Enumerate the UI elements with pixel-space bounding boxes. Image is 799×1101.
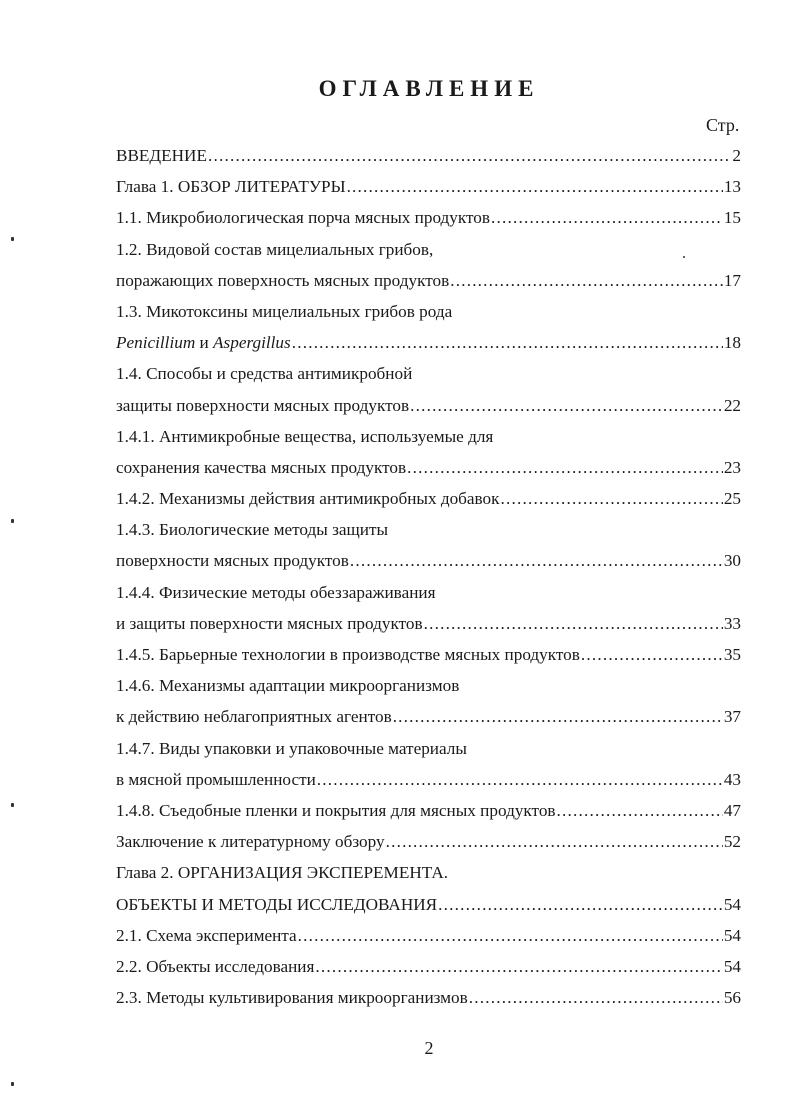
toc-page-number: 25 [723,489,741,509]
toc-page-number: 33 [723,613,741,633]
leader-dots [393,701,723,732]
leader-dots [501,483,723,514]
toc-entry [116,764,741,795]
toc-page-number: 17 [723,270,741,290]
leader-dots [292,327,723,358]
toc-page-number: 54 [723,956,741,976]
toc-entry [116,733,741,764]
toc-page-number: 35 [723,645,741,664]
toc-entry-text: 1.2. Видовой состав мицелиальных грибов, [116,239,434,259]
toc-page-number: 56 [723,988,741,1008]
toc-page-number: 15 [723,208,741,228]
scan-speck [11,1082,14,1086]
leader-dots [438,889,723,920]
scan-speck [11,803,14,807]
toc-entry-text: 1.4.5. Барьерные технологии в производстве мясных продуктов [116,645,580,664]
toc-entry [116,171,741,202]
leader-dots [410,390,723,421]
toc-entry [116,234,741,265]
toc-entry [116,608,741,639]
leader-dots [424,608,723,639]
conjunction: и [195,333,214,353]
toc-entry [116,358,741,389]
toc-entry [116,889,741,920]
toc-entry-text: 1.4.8. Съедобные пленки и покрытия для мясных продуктов [116,800,556,820]
toc-entry-text: 2.2. Объекты исследования [116,956,315,976]
scan-speck [11,519,14,523]
toc-entry [116,296,741,327]
toc-entry [116,390,741,421]
leader-dots [491,202,723,233]
toc-entry-text: 1.3. Микотоксины мицелиальных грибов рода [116,301,453,321]
italic-genus: Penicillium [116,333,196,353]
toc-page-number: 54 [723,894,741,914]
leader-dots [557,795,723,826]
toc-entry-text: Глава 1. ОБЗОР ЛИТЕРАТУРЫ [116,177,346,197]
toc-page-number: 37 [723,707,741,727]
toc-page-number: 47 [723,800,741,820]
toc-entry [116,327,741,358]
toc-entry [116,514,741,545]
leader-dots [350,545,723,576]
toc-page-number: 30 [723,551,741,571]
toc-entry [116,920,741,951]
scan-speck [11,237,14,241]
toc-page-number: 22 [723,395,741,415]
toc-page-number: 2 [732,146,741,165]
toc-entry [116,140,741,171]
toc-entry-text: поражающих поверхность мясных продуктов [116,270,450,290]
toc-page-number: 52 [723,832,741,852]
toc-entry [116,421,741,452]
toc-entry-text: 1.4.4. Физические методы обеззараживания [116,582,436,602]
toc-entry-text: 1.4. Способы и средства антимикробной [116,364,413,384]
leader-dots [315,951,722,982]
toc-entry [116,452,741,483]
toc-entry [116,795,741,826]
toc-entry-text: Глава 2. ОРГАНИЗАЦИЯ ЭКСПЕРЕМЕНТА. [116,863,449,883]
toc-page-number: 13 [723,177,741,197]
toc-entry-text: 1.4.2. Механизмы действия антимикробных добавок [116,489,500,509]
toc-entry [116,982,741,1013]
leader-dots [450,265,723,296]
toc-page-number: 43 [723,769,741,789]
toc-entry [116,857,741,888]
leader-dots [386,826,723,857]
toc-entry-text: 1.4.6. Механизмы адаптации микроорганизмов [116,676,460,696]
toc-entry [116,483,741,514]
toc-title: ОГЛАВЛЕНИЕ [318,76,540,101]
toc-entry-text [116,327,291,358]
leader-dots [298,920,723,951]
toc-entry [116,577,741,608]
leader-dots [317,764,723,795]
leader-dots [469,982,723,1013]
toc-entry-text: к действию неблагоприятных агентов [116,707,392,727]
toc-entry-text: 1.1. Микробиологическая порча мясных продуктов [116,208,490,228]
toc-entry-text: 2.1. Схема эксперимента [116,925,297,945]
toc-entry [116,826,741,857]
table-of-contents [116,140,741,1013]
leader-dots [407,452,723,483]
toc-entry-text: 1.4.3. Биологические методы защиты [116,520,389,540]
toc-entry-text: 1.4.1. Антимикробные вещества, используемые для [116,426,494,446]
toc-entry [116,639,741,670]
toc-entry [116,670,741,701]
leader-dots [347,171,723,202]
toc-entry-text: ВВЕДЕНИЕ [116,146,207,165]
toc-entry-text: Заключение к литературному обзору [116,832,385,852]
toc-entry-text: защиты поверхности мясных продуктов [116,395,410,415]
page-number: 2 [424,1038,434,1058]
leader-dots [581,639,723,670]
toc-entry-text: в мясной промышленности [116,769,316,789]
toc-entry [116,202,741,233]
toc-entry-text: сохранения качества мясных продуктов [116,457,407,477]
toc-entry-text: ОБЪЕКТЫ И МЕТОДЫ ИССЛЕДОВАНИЯ [116,894,438,914]
toc-entry [116,265,741,296]
scan-speck [683,256,685,258]
toc-entry-text: и защиты поверхности мясных продуктов [116,613,423,633]
page-column-label: Стр. [706,115,740,135]
toc-page-number: 54 [723,925,741,945]
toc-page-number: 18 [723,333,741,353]
toc-entry [116,951,741,982]
toc-entry-text: 1.4.7. Виды упаковки и упаковочные материалы [116,738,467,758]
toc-entry-text: 2.3. Методы культивирования микроорганизмов [116,988,468,1008]
italic-genus: Aspergillus [213,333,291,353]
toc-entry [116,701,741,732]
toc-entry [116,545,741,576]
toc-page-number: 23 [723,457,741,477]
toc-entry-text: поверхности мясных продуктов [116,551,349,571]
leader-dots [208,140,731,171]
